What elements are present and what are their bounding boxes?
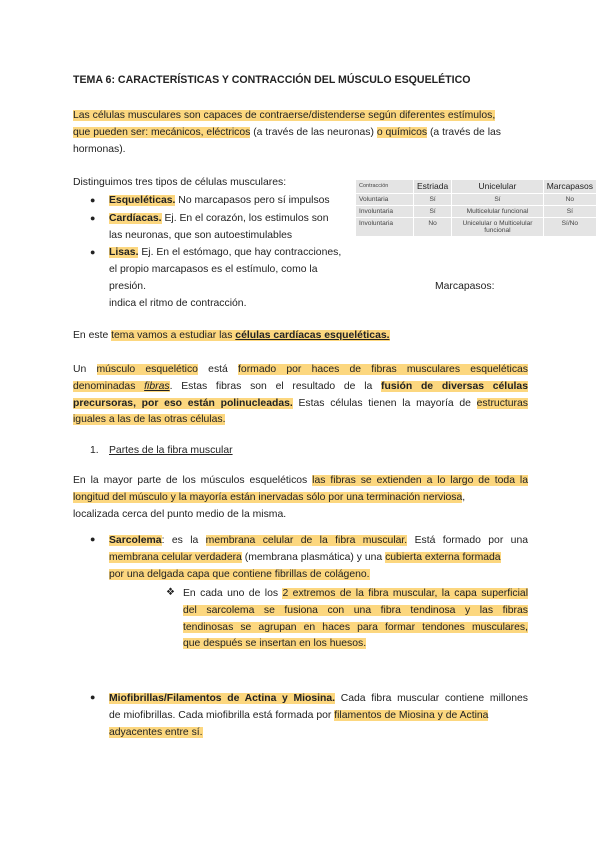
sarcolema-highlight: membrana celular verdadera [109,552,242,563]
muscle-highlight: denominadas [73,381,145,392]
table-cell: No [543,194,596,206]
study-highlight-c: células cardíacas esqueléticas. [235,330,390,341]
miofibrillas-highlight: adyacentes entre sí. [109,727,203,738]
muscle-text: Estas células tienen la mayoría de [292,398,477,409]
miofibrillas-highlight: filamentos de Miosina y de Actina [334,710,489,721]
sarcolema-sub-line-4 [183,636,366,651]
intro-text-c: (a través de las neuronas) [250,127,377,138]
sarcolema-text: (membrana plasmática) y una [241,552,386,563]
muscle-highlight: músculo esquelético [96,364,198,375]
table-cell: Unicelular o Multicelular funcional [452,218,544,237]
table-header-cell: Unicelular [452,180,544,194]
bullet-marker: ● [90,247,96,257]
sarcolema-text: : es la [161,535,206,546]
types-esqueleticas-text: No marcapasos pero sí impulsos [175,195,330,206]
study-line [73,328,390,343]
table-header-cell: Contracción [356,180,414,194]
intro-line-3: hormonas). [73,144,126,155]
muscle-highlight: formado por haces de fibras musculares esqueléticas [238,364,528,375]
table-cell: Sí [414,206,452,218]
muscle-line-1 [73,361,528,379]
table-header-row [356,180,597,194]
study-text-a: En este [73,330,112,341]
muscle-line-4 [73,412,225,427]
muscle-highlight: estructuras [476,398,528,409]
section-number: 1. [90,445,99,456]
sarcolema-highlight: cubierta externa formada [385,552,501,563]
muscle-types-table [355,179,597,237]
miofibrillas-name: Miofibrillas/Filamentos de Actina y Miosina. [109,693,336,704]
table-header-cell: Estriada [414,180,452,194]
table-cell: Sí [543,206,596,218]
page-title: TEMA 6: CARACTERÍSTICAS Y CONTRACCIÓN DEL MÚSCULO ESQUELÉTICO [73,74,471,86]
table-cell: Involuntaria [356,218,414,237]
sarcolema-sub-highlight: tendinosas se agrupan en haces para formar tendones musculares, [183,622,528,633]
muscle-text: Un [73,364,97,375]
sarcolema-sub-highlight: que después se insertan en los huesos. [183,638,367,649]
parts-line-1 [73,472,528,490]
muscle-text: está [197,364,239,375]
miofibrillas-text: Cada fibra muscular contiene millones [335,693,528,704]
parts-highlight: longitud del músculo y la mayoría están inervadas sólo por una terminación nerviosa [73,492,463,503]
muscle-fibras-term: fibras [144,381,170,392]
types-lisas-text: Ej. En el estómago, que hay contracciones, [138,247,342,258]
sarcolema-sub-line-2 [183,602,528,620]
table-cell: Involuntaria [356,206,414,218]
intro-highlight-d: o químicos [376,127,428,138]
diamond-bullet-icon: ❖ [166,587,175,598]
miofibrillas-line-3 [109,725,203,740]
marcapasos-description: indica el ritmo de contracción. [109,298,247,309]
miofibrillas-text: de miofibrillas. Cada miofibrilla está formada por [109,710,335,721]
sarcolema-sub-line-1 [183,585,528,603]
types-item-cardiacas [109,211,328,226]
types-lisas-cont-1: el propio marcapasos es el estímulo, como la [109,264,318,275]
intro-text-e: (a través de las [427,127,501,138]
types-lisas-name: Lisas. [109,247,139,258]
sarcolema-highlight: membrana celular de la fibra muscular. [205,535,408,546]
bullet-marker: ● [90,213,96,223]
types-cardiacas-name: Cardíacas. [109,213,162,224]
sarcolema-highlight: por una delgada capa que contiene fibrillas de colágeno. [109,569,370,580]
muscle-line-3 [73,395,528,413]
sarcolema-sub-line-3 [183,619,528,637]
study-highlight-b: tema vamos a estudiar las [111,330,236,341]
sarcolema-name: Sarcolema [109,535,162,546]
table-cell: Multicelular funcional [452,206,544,218]
sarcolema-line-1 [109,532,528,550]
intro-line-1 [73,108,495,123]
parts-text: , [462,492,466,503]
types-cardiacas-cont: las neuronas, que son autoestimulables [109,230,293,241]
muscle-line-2 [73,378,528,396]
miofibrillas-line-1 [109,690,528,708]
sarcolema-line-2 [109,550,501,565]
parts-line-2 [73,490,465,505]
bullet-marker: ● [90,195,96,205]
table-row [356,194,597,206]
table-header-cell: Marcapasos [543,180,596,194]
table-cell: Sí [452,194,544,206]
types-esqueleticas-name: Esqueléticas. [109,195,176,206]
sarcolema-text: Está formado por una [407,535,529,546]
table-cell: Sí/No [543,218,596,237]
section-title: Partes de la fibra muscular [109,445,233,456]
table-row [356,206,597,218]
intro-highlight-a: Las células musculares son capaces de contraerse/distenderse según diferentes estímulos, [73,110,496,121]
muscle-highlight: polinucleadas. [220,398,293,409]
types-item-lisas [109,245,341,260]
marcapasos-label: Marcapasos: [435,281,495,292]
sarcolema-sub-text: En cada uno de los [183,588,283,599]
miofibrillas-line-2 [109,708,488,723]
muscle-highlight: fusión de diversas células [381,381,528,392]
parts-text: En la mayor parte de los músculos esqueléticos [73,475,313,486]
parts-line-3: localizada cerca del punto medio de la misma. [73,509,287,520]
types-cardiacas-text: Ej. En el corazón, los estimulos son [161,213,329,224]
table-row [356,218,597,237]
muscle-text: . Estas fibras son el resultado de la [169,381,382,392]
muscle-highlight: iguales a las de las otras células. [73,414,226,425]
types-heading: Distinguimos tres tipos de células musculares: [73,177,287,188]
intro-highlight-b: que pueden ser: mecánicos, eléctricos [73,127,251,138]
table-cell: No [414,218,452,237]
table-cell: Sí [414,194,452,206]
bullet-marker: ● [90,534,96,544]
intro-line-2 [73,125,501,140]
table-cell: Voluntaria [356,194,414,206]
parts-highlight: las fibras se extienden a lo largo de toda la [312,475,528,486]
sarcolema-sub-highlight: 2 extremos de la fibra muscular, la capa superficial [282,588,528,599]
types-item-esqueleticas [109,193,330,208]
sarcolema-line-3 [109,567,370,582]
muscle-highlight: precursoras, por eso están [73,398,221,409]
sarcolema-sub-highlight: del sarcolema se fusiona con una fibra tendinosa y las fibras [183,605,528,616]
types-lisas-cont-2: presión. [109,281,146,292]
bullet-marker: ● [90,692,96,702]
